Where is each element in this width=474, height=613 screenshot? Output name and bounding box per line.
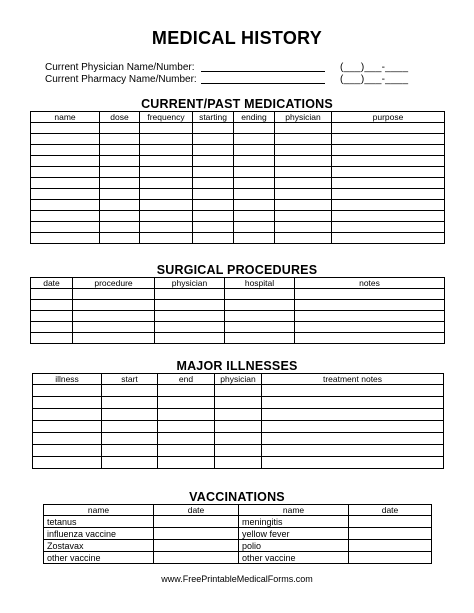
column-header: purpose bbox=[332, 112, 445, 123]
table-cell[interactable] bbox=[73, 289, 155, 300]
table-cell[interactable] bbox=[31, 289, 73, 300]
column-header: physician bbox=[155, 278, 225, 289]
table-cell[interactable] bbox=[193, 134, 234, 145]
table-row bbox=[31, 145, 445, 156]
table-cell[interactable] bbox=[100, 222, 140, 233]
table-cell[interactable] bbox=[193, 178, 234, 189]
column-header: dose bbox=[100, 112, 140, 123]
table-cell[interactable] bbox=[262, 385, 444, 397]
vaccine-date-cell[interactable] bbox=[349, 552, 432, 564]
table-cell[interactable] bbox=[158, 421, 215, 433]
table-cell[interactable] bbox=[234, 222, 275, 233]
table-cell[interactable] bbox=[332, 123, 445, 134]
table-cell[interactable] bbox=[262, 409, 444, 421]
table-cell[interactable] bbox=[102, 385, 158, 397]
table-cell[interactable] bbox=[140, 222, 193, 233]
table-cell[interactable] bbox=[275, 200, 332, 211]
vaccine-date-cell[interactable] bbox=[154, 528, 239, 540]
column-header: ending bbox=[234, 112, 275, 123]
table-cell[interactable] bbox=[31, 145, 100, 156]
column-header: name bbox=[239, 505, 349, 516]
table-cell[interactable] bbox=[234, 145, 275, 156]
table-cell[interactable] bbox=[158, 433, 215, 445]
table-cell[interactable] bbox=[234, 167, 275, 178]
table-row bbox=[31, 211, 445, 222]
column-header: physician bbox=[215, 374, 262, 385]
table-cell[interactable] bbox=[225, 300, 295, 311]
column-header: name bbox=[44, 505, 154, 516]
table-cell[interactable] bbox=[295, 289, 445, 300]
table-cell[interactable] bbox=[140, 145, 193, 156]
vaccinations-table bbox=[43, 504, 432, 564]
table-row bbox=[31, 200, 445, 211]
table-cell[interactable] bbox=[332, 145, 445, 156]
table-cell[interactable] bbox=[234, 123, 275, 134]
table-row bbox=[31, 333, 445, 344]
table-cell[interactable] bbox=[31, 211, 100, 222]
table-cell[interactable] bbox=[140, 211, 193, 222]
table-cell[interactable] bbox=[31, 134, 100, 145]
table-cell[interactable] bbox=[193, 145, 234, 156]
table-cell[interactable] bbox=[193, 167, 234, 178]
table-cell[interactable] bbox=[140, 189, 193, 200]
table-cell[interactable] bbox=[262, 433, 444, 445]
table-row bbox=[31, 311, 445, 322]
table-cell[interactable] bbox=[295, 311, 445, 322]
table-cell[interactable] bbox=[262, 445, 444, 457]
table-row bbox=[31, 222, 445, 233]
column-header: hospital bbox=[225, 278, 295, 289]
table-cell[interactable] bbox=[33, 397, 102, 409]
table-cell[interactable] bbox=[332, 211, 445, 222]
table-cell[interactable] bbox=[215, 433, 262, 445]
vaccine-name-cell: yellow fever bbox=[239, 528, 349, 540]
table-cell[interactable] bbox=[225, 289, 295, 300]
table-cell[interactable] bbox=[31, 333, 73, 344]
vaccine-date-cell[interactable] bbox=[154, 540, 239, 552]
column-header: physician bbox=[275, 112, 332, 123]
table-cell[interactable] bbox=[215, 397, 262, 409]
table-cell[interactable] bbox=[158, 397, 215, 409]
surgical-title: SURGICAL PROCEDURES bbox=[156, 263, 318, 277]
table-cell[interactable] bbox=[140, 178, 193, 189]
table-cell[interactable] bbox=[193, 200, 234, 211]
table-cell[interactable] bbox=[275, 189, 332, 200]
table-cell[interactable] bbox=[215, 457, 262, 469]
table-cell[interactable] bbox=[73, 311, 155, 322]
table-cell[interactable] bbox=[332, 200, 445, 211]
table-cell[interactable] bbox=[140, 167, 193, 178]
column-header: treatment notes bbox=[262, 374, 444, 385]
table-cell[interactable] bbox=[295, 300, 445, 311]
illnesses-title: MAJOR ILLNESSES bbox=[176, 359, 298, 373]
table-cell[interactable] bbox=[100, 156, 140, 167]
vaccine-name-cell: Zostavax bbox=[44, 540, 154, 552]
physician-label: Current Physician Name/Number: bbox=[45, 62, 195, 73]
table-cell[interactable] bbox=[193, 123, 234, 134]
table-cell[interactable] bbox=[234, 189, 275, 200]
table-cell[interactable] bbox=[33, 421, 102, 433]
table-cell[interactable] bbox=[275, 145, 332, 156]
table-cell[interactable] bbox=[140, 134, 193, 145]
column-header: notes bbox=[295, 278, 445, 289]
table-cell[interactable] bbox=[31, 156, 100, 167]
table-row bbox=[33, 409, 444, 421]
table-cell[interactable] bbox=[332, 178, 445, 189]
vaccine-name-cell: tetanus bbox=[44, 516, 154, 528]
table-cell[interactable] bbox=[102, 397, 158, 409]
table-cell[interactable] bbox=[332, 189, 445, 200]
table-cell[interactable] bbox=[33, 385, 102, 397]
table-row bbox=[33, 433, 444, 445]
table-cell[interactable] bbox=[33, 409, 102, 421]
pharmacy-phone-field[interactable]: (___)___-____ bbox=[340, 74, 409, 85]
column-header: start bbox=[102, 374, 158, 385]
table-cell[interactable] bbox=[295, 322, 445, 333]
table-row bbox=[31, 134, 445, 145]
table-row bbox=[33, 385, 444, 397]
table-cell[interactable] bbox=[158, 409, 215, 421]
table-cell[interactable] bbox=[332, 156, 445, 167]
table-row bbox=[44, 528, 432, 540]
vaccine-name-cell: meningitis bbox=[239, 516, 349, 528]
column-header: date bbox=[31, 278, 73, 289]
table-cell[interactable] bbox=[234, 200, 275, 211]
table-cell[interactable] bbox=[158, 445, 215, 457]
table-cell[interactable] bbox=[100, 123, 140, 134]
table-row bbox=[33, 421, 444, 433]
table-cell[interactable] bbox=[33, 433, 102, 445]
vaccine-date-cell[interactable] bbox=[349, 516, 432, 528]
table-cell[interactable] bbox=[158, 385, 215, 397]
table-cell[interactable] bbox=[100, 189, 140, 200]
table-cell[interactable] bbox=[155, 311, 225, 322]
table-cell[interactable] bbox=[31, 123, 100, 134]
table-cell[interactable] bbox=[275, 233, 332, 244]
physician-field[interactable] bbox=[201, 62, 325, 72]
table-cell[interactable] bbox=[234, 134, 275, 145]
table-row bbox=[33, 397, 444, 409]
table-row bbox=[31, 233, 445, 244]
vaccine-name-cell: other vaccine bbox=[239, 552, 349, 564]
table-cell[interactable] bbox=[140, 123, 193, 134]
column-header: starting bbox=[193, 112, 234, 123]
table-cell[interactable] bbox=[155, 289, 225, 300]
vaccine-date-cell[interactable] bbox=[154, 516, 239, 528]
table-cell[interactable] bbox=[275, 178, 332, 189]
table-cell[interactable] bbox=[102, 409, 158, 421]
table-cell[interactable] bbox=[332, 167, 445, 178]
physician-phone-field[interactable]: (___)___-____ bbox=[340, 62, 409, 73]
column-header: name bbox=[31, 112, 100, 123]
table-cell[interactable] bbox=[33, 457, 102, 469]
table-cell[interactable] bbox=[31, 300, 73, 311]
table-cell[interactable] bbox=[31, 233, 100, 244]
footer-url: www.FreePrintableMedicalForms.com bbox=[161, 574, 313, 584]
table-cell[interactable] bbox=[234, 233, 275, 244]
table-cell[interactable] bbox=[275, 134, 332, 145]
pharmacy-field[interactable] bbox=[201, 74, 325, 84]
table-cell[interactable] bbox=[100, 200, 140, 211]
medications-table bbox=[30, 111, 445, 244]
table-cell[interactable] bbox=[275, 222, 332, 233]
table-cell[interactable] bbox=[234, 156, 275, 167]
table-cell[interactable] bbox=[332, 222, 445, 233]
table-row bbox=[44, 540, 432, 552]
table-cell[interactable] bbox=[102, 457, 158, 469]
table-cell[interactable] bbox=[73, 322, 155, 333]
page-title: MEDICAL HISTORY bbox=[151, 28, 323, 48]
vaccine-name-cell: influenza vaccine bbox=[44, 528, 154, 540]
table-cell[interactable] bbox=[31, 200, 100, 211]
table-row bbox=[31, 300, 445, 311]
table-cell[interactable] bbox=[295, 333, 445, 344]
table-cell[interactable] bbox=[215, 421, 262, 433]
vaccine-date-cell[interactable] bbox=[349, 540, 432, 552]
table-cell[interactable] bbox=[155, 300, 225, 311]
vaccinations-title: VACCINATIONS bbox=[189, 490, 285, 504]
table-cell[interactable] bbox=[275, 211, 332, 222]
table-cell[interactable] bbox=[31, 222, 100, 233]
table-cell[interactable] bbox=[158, 457, 215, 469]
table-cell[interactable] bbox=[193, 211, 234, 222]
table-cell[interactable] bbox=[100, 167, 140, 178]
table-cell[interactable] bbox=[31, 322, 73, 333]
table-cell[interactable] bbox=[102, 445, 158, 457]
table-cell[interactable] bbox=[100, 178, 140, 189]
table-cell[interactable] bbox=[73, 300, 155, 311]
table-cell[interactable] bbox=[140, 200, 193, 211]
table-cell[interactable] bbox=[234, 178, 275, 189]
column-header: illness bbox=[33, 374, 102, 385]
table-cell[interactable] bbox=[225, 311, 295, 322]
pharmacy-label: Current Pharmacy Name/Number: bbox=[45, 74, 197, 85]
table-cell[interactable] bbox=[155, 333, 225, 344]
table-row bbox=[44, 552, 432, 564]
table-cell[interactable] bbox=[100, 134, 140, 145]
table-cell[interactable] bbox=[215, 445, 262, 457]
table-cell[interactable] bbox=[193, 233, 234, 244]
table-cell[interactable] bbox=[332, 134, 445, 145]
vaccine-date-cell[interactable] bbox=[349, 528, 432, 540]
illnesses-table bbox=[32, 373, 444, 469]
table-cell[interactable] bbox=[31, 167, 100, 178]
table-cell[interactable] bbox=[262, 397, 444, 409]
table-row bbox=[31, 156, 445, 167]
column-header: end bbox=[158, 374, 215, 385]
vaccine-name-cell: polio bbox=[239, 540, 349, 552]
table-row bbox=[33, 445, 444, 457]
medications-title: CURRENT/PAST MEDICATIONS bbox=[141, 97, 333, 111]
table-cell[interactable] bbox=[100, 233, 140, 244]
table-row bbox=[31, 167, 445, 178]
table-cell[interactable] bbox=[215, 409, 262, 421]
table-row bbox=[31, 189, 445, 200]
table-cell[interactable] bbox=[234, 211, 275, 222]
table-cell[interactable] bbox=[193, 222, 234, 233]
table-cell[interactable] bbox=[262, 421, 444, 433]
table-cell[interactable] bbox=[155, 322, 225, 333]
table-cell[interactable] bbox=[275, 123, 332, 134]
table-row bbox=[44, 516, 432, 528]
column-header: procedure bbox=[73, 278, 155, 289]
table-cell[interactable] bbox=[33, 445, 102, 457]
table-cell[interactable] bbox=[225, 333, 295, 344]
column-header: frequency bbox=[140, 112, 193, 123]
vaccine-name-cell: other vaccine bbox=[44, 552, 154, 564]
table-cell[interactable] bbox=[215, 385, 262, 397]
vaccine-date-cell[interactable] bbox=[154, 552, 239, 564]
surgical-table bbox=[30, 277, 445, 344]
table-row bbox=[31, 322, 445, 333]
column-header: date bbox=[349, 505, 432, 516]
table-cell[interactable] bbox=[31, 178, 100, 189]
table-cell[interactable] bbox=[102, 433, 158, 445]
table-row bbox=[31, 123, 445, 134]
table-cell[interactable] bbox=[31, 311, 73, 322]
table-cell[interactable] bbox=[193, 156, 234, 167]
table-cell[interactable] bbox=[31, 189, 100, 200]
table-row bbox=[33, 457, 444, 469]
table-row bbox=[31, 178, 445, 189]
table-cell[interactable] bbox=[225, 322, 295, 333]
table-cell[interactable] bbox=[275, 167, 332, 178]
table-cell[interactable] bbox=[275, 156, 332, 167]
table-cell[interactable] bbox=[140, 156, 193, 167]
table-cell[interactable] bbox=[140, 233, 193, 244]
table-cell[interactable] bbox=[102, 421, 158, 433]
table-cell[interactable] bbox=[332, 233, 445, 244]
table-cell[interactable] bbox=[262, 457, 444, 469]
table-cell[interactable] bbox=[193, 189, 234, 200]
table-cell[interactable] bbox=[100, 211, 140, 222]
table-row bbox=[31, 289, 445, 300]
column-header: date bbox=[154, 505, 239, 516]
table-cell[interactable] bbox=[73, 333, 155, 344]
table-cell[interactable] bbox=[100, 145, 140, 156]
